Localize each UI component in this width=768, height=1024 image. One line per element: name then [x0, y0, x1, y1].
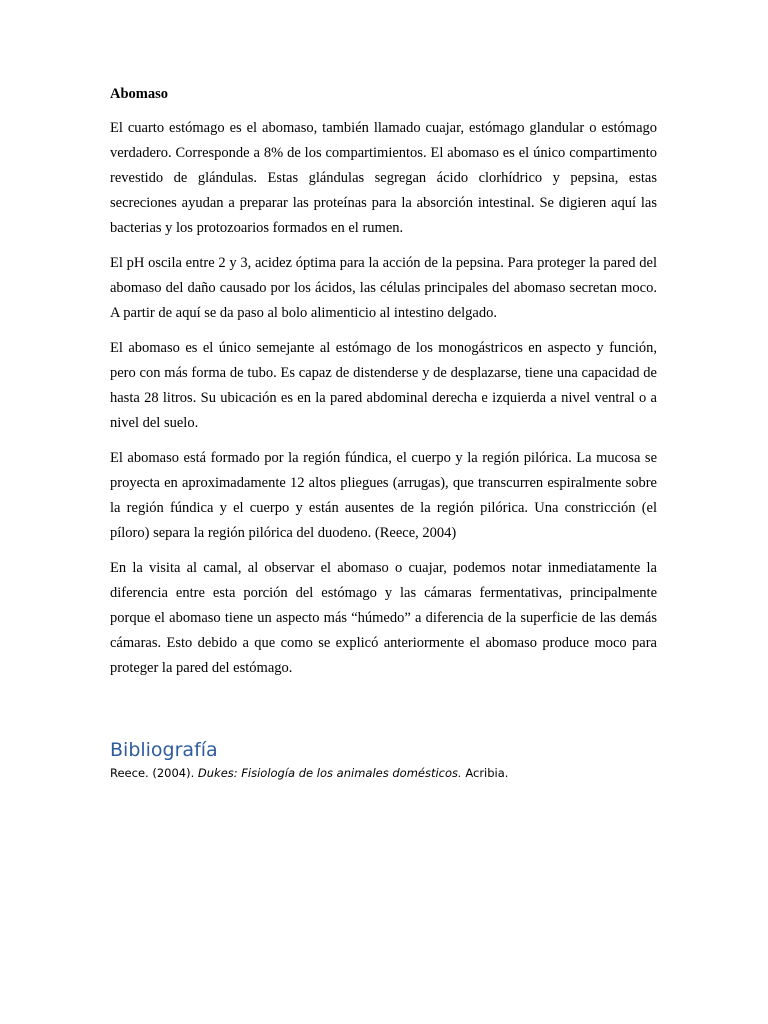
paragraph: El abomaso es el único semejante al estómago de los monogástricos en aspecto y función, pero con más forma de tubo. Es capaz de distenderse y de desplazarse, tiene una capacidad de hasta 28 litros. Su ubicación es en la pared abdominal derecha e izquierda a nivel ventral o a nivel del suelo.	[110, 340, 657, 431]
paragraph: El cuarto estómago es el abomaso, también llamado cuajar, estómago glandular o estómago verdadero. Corresponde a 8% de los compartimientos. El abomaso es el único compartimento revestido de glándulas. Estas glándulas segregan ácido clorhídrico y pepsina, estas secreciones ayudan a preparar las proteínas para la absorción intestinal. Se digieren aquí las bacterias y los protozoarios formados en el rumen.	[110, 120, 657, 236]
paragraph: El abomaso está formado por la región fúndica, el cuerpo y la región pilórica. La mucosa se proyecta en aproximadamente 12 altos pliegues (arrugas), que transcurren espiralmente sobre la región fúndica y el cuerpo y están ausentes de la región pilórica. Una constricción (el píloro) separa la región pilórica del duodeno. (Reece, 2004)	[110, 450, 657, 541]
bibliography-entry-title: Dukes: Fisiología de los animales domésticos.	[197, 766, 462, 780]
bibliography-entry	[110, 765, 657, 781]
document-body	[110, 84, 657, 781]
bibliography-entry-author-year: Reece. (2004).	[110, 766, 198, 780]
paragraph: En la visita al camal, al observar el abomaso o cuajar, podemos notar inmediatamente la diferencia entre esta porción del estómago y las cámaras fermentativas, principalmente porque el abomaso tiene un aspecto más “húmedo” a diferencia de la superficie de las demás cámaras. Esto debido a que como se explicó anteriormente el abomaso produce moco para proteger la pared del estómago.	[110, 560, 657, 676]
bibliography-entry-publisher: Acribia.	[461, 766, 509, 780]
paragraph: El pH oscila entre 2 y 3, acidez óptima para la acción de la pepsina. Para proteger la pared del abomaso del daño causado por los ácidos, las células principales del abomaso secretan moco. A partir de aquí se da paso al bolo alimenticio al intestino delgado.	[110, 255, 657, 321]
bibliography-heading: Bibliografía	[110, 739, 218, 761]
section-heading: Abomaso	[110, 86, 169, 102]
